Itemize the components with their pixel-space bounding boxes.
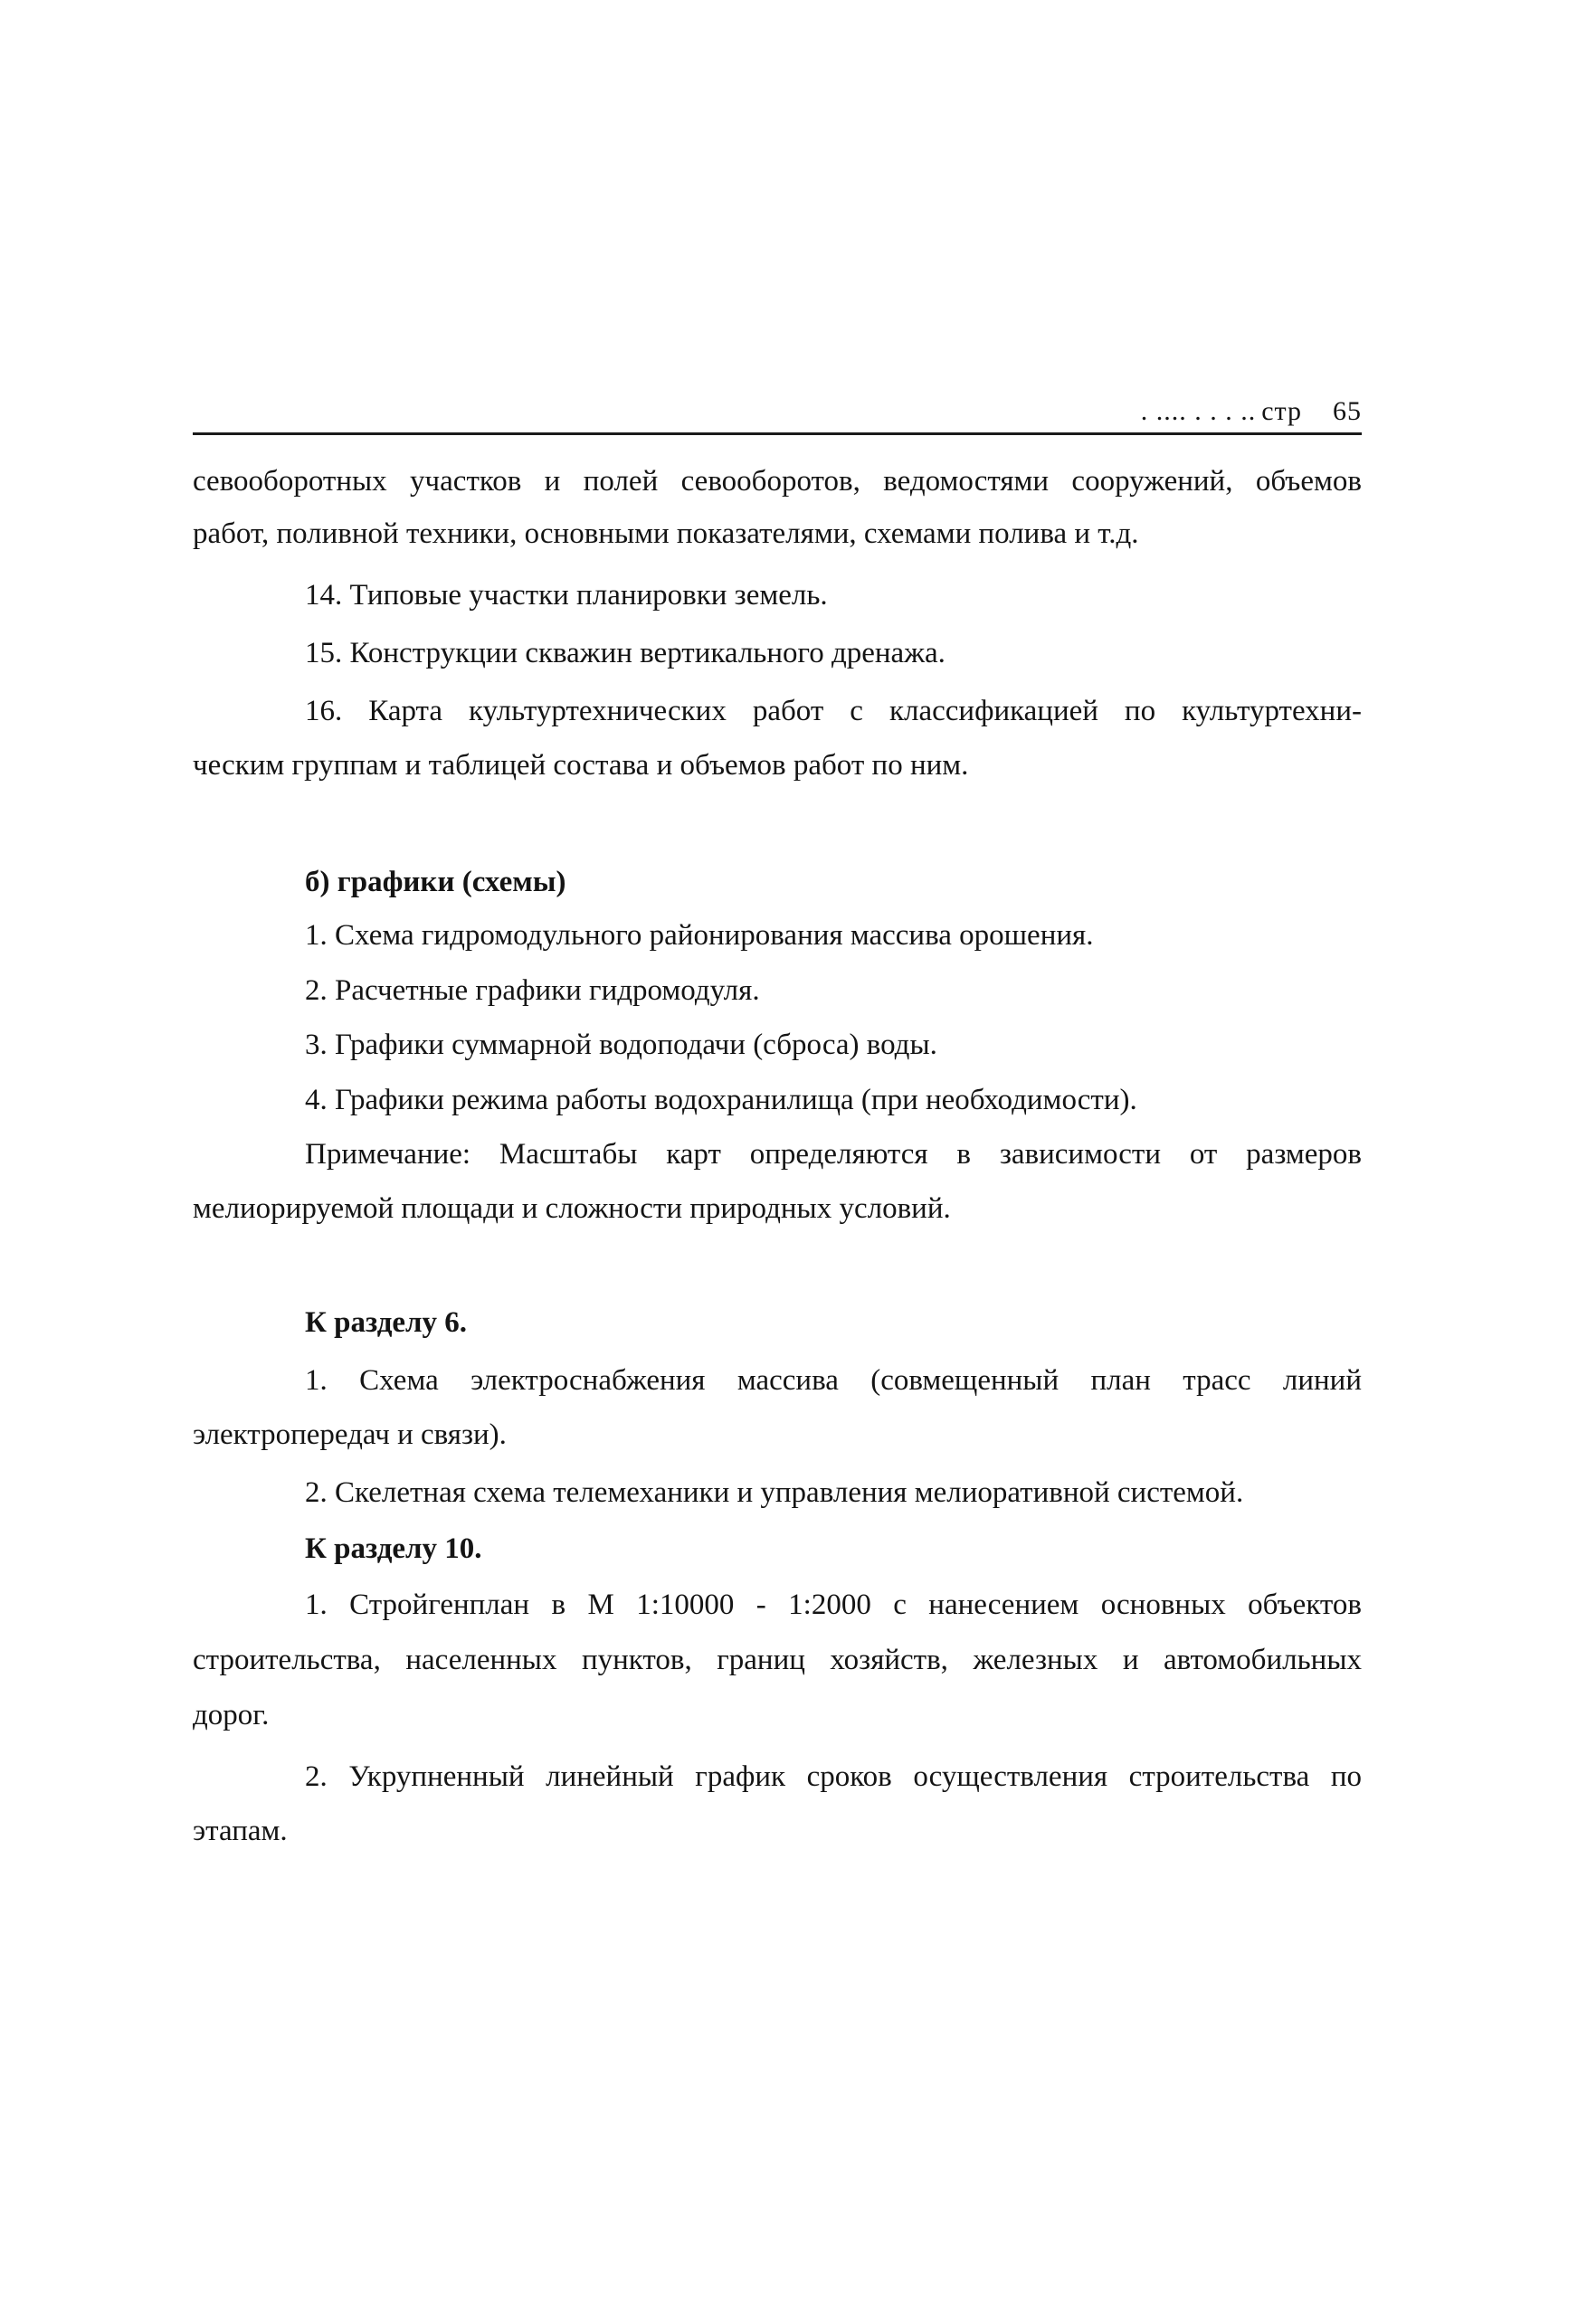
note-line-continued: мелиорируемой площади и сложности природных условий. <box>193 1192 951 1225</box>
list-item-graphs-1: 1. Схема гидромодульного районирования массива орошения. <box>305 919 1094 952</box>
list-item-section6-1: 1. Схема электроснабжения массива (совмещенный план трасс линий <box>305 1364 1362 1397</box>
page-header-reference <box>1141 396 1362 427</box>
note-line: Примечание: Масштабы карт определяются в зависимости от размеров <box>305 1138 1362 1171</box>
list-item-graphs-3: 3. Графики суммарной водоподачи (сброса) воды. <box>305 1029 937 1061</box>
paragraph-line: работ, поливной техники, основными показателями, схемами полива и т.д. <box>193 517 1139 550</box>
list-item-14: 14. Типовые участки планировки земель. <box>305 579 828 612</box>
section-heading-10: К разделу 10. <box>305 1532 482 1565</box>
list-item-section6-2: 2. Скелетная схема телемеханики и управления мелиоративной системой. <box>305 1476 1244 1509</box>
list-item-section10-2: 2. Укрупненный линейный график сроков осуществления строительства по <box>305 1760 1362 1793</box>
list-item-section10-1-continued: строительства, населенных пунктов, границ хозяйств, железных и автомобильных <box>193 1644 1362 1676</box>
list-item-15: 15. Конструкции скважин вертикального дренажа. <box>305 637 946 669</box>
section-heading-graphs: б) графики (схемы) <box>305 866 566 898</box>
list-item-section10-1-end: дорог. <box>193 1699 270 1731</box>
list-item-graphs-2: 2. Расчетные графики гидромодуля. <box>305 974 760 1007</box>
list-item-graphs-4: 4. Графики режима работы водохранилища (при необходимости). <box>305 1084 1137 1116</box>
section-heading-6: К разделу 6. <box>305 1306 468 1339</box>
page-number: 65 <box>1333 396 1362 426</box>
page-header <box>193 391 1362 435</box>
header-label: стр <box>1261 396 1302 426</box>
list-item-section10-1: 1. Стройгенплан в М 1:10000 - 1:2000 с нанесением основных объектов <box>305 1589 1362 1621</box>
list-item-16: 16. Карта культуртехнических работ с классификацией по культуртехни- <box>305 695 1362 727</box>
header-dots: . .... . . . .. <box>1140 396 1257 426</box>
list-item-section10-2-continued: этапам. <box>193 1815 288 1847</box>
paragraph-line: севооборотных участков и полей севооборотов, ведомостями сооружений, объемов <box>193 465 1362 498</box>
list-item-section6-1-continued: электропередач и связи). <box>193 1418 507 1451</box>
list-item-16-continued: ческим группам и таблицей состава и объемов работ по ним. <box>193 749 969 782</box>
